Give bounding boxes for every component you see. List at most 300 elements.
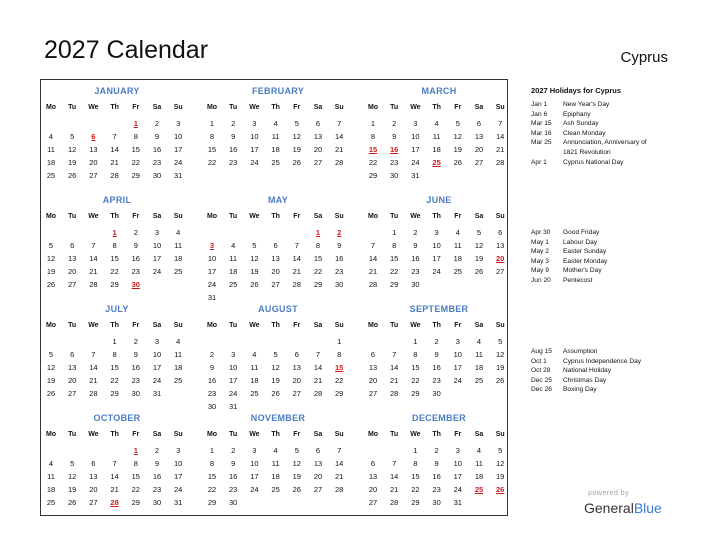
calendar-day: 2 (392, 119, 397, 128)
calendar-day: 9 (154, 459, 160, 468)
weekday-header: Mo (45, 104, 57, 111)
calendar-day: 6 (370, 459, 376, 468)
calendar-day: 14 (496, 132, 505, 141)
weekday-header: Sa (474, 431, 484, 438)
holiday-list-q3 (531, 347, 701, 395)
calendar-day: 26 (271, 389, 280, 398)
calendar-day: 26 (292, 485, 301, 494)
month-name: DECEMBER (412, 413, 466, 423)
calendar-day: 18 (229, 267, 238, 276)
calendar-day: 20 (271, 267, 280, 276)
calendar-day: 1 (392, 228, 397, 237)
calendar-day: 13 (89, 472, 98, 481)
calendar-day: 9 (392, 132, 397, 141)
calendar-day: 8 (337, 350, 342, 359)
calendar-day: 15 (390, 254, 399, 263)
calendar-day: 31 (411, 171, 420, 180)
weekday-header: Su (334, 322, 344, 329)
holiday-item (531, 257, 701, 267)
calendar-day: 16 (207, 376, 217, 385)
holiday-item-date: Mar 16 (531, 129, 552, 137)
powered-by-text: powered by (588, 490, 630, 497)
calendar-day: 27 (313, 158, 323, 167)
calendar-day: 22 (110, 267, 119, 276)
calendar-day: 21 (335, 472, 344, 481)
calendar-day: 17 (207, 267, 217, 276)
calendar-day: 18 (46, 485, 56, 494)
holiday-item-name: Assumption (563, 348, 598, 355)
calendar-day: 7 (498, 119, 503, 128)
calendar-day: 9 (413, 241, 418, 250)
calendar-day: 2 (133, 337, 138, 346)
calendar-day: 26 (46, 280, 56, 289)
weekday-header: We (249, 431, 260, 438)
calendar-day: 16 (335, 254, 344, 263)
calendar-day: 7 (392, 459, 397, 468)
calendar-day: 12 (250, 254, 259, 263)
calendar-day: 4 (273, 119, 278, 128)
calendar-day: 11 (271, 459, 280, 468)
calendar-day: 14 (335, 132, 344, 141)
calendar-day: 21 (496, 145, 505, 154)
calendar-day: 6 (294, 350, 299, 359)
calendar-day: 23 (229, 158, 238, 167)
holiday-item (531, 110, 701, 120)
weekday-header: Sa (474, 104, 484, 111)
holiday-item-name: Mother's Day (563, 267, 602, 275)
calendar-day: 13 (368, 363, 378, 372)
calendar-day: 17 (411, 145, 420, 154)
calendar-day: 31 (229, 402, 238, 411)
weekday-header: Su (334, 213, 344, 220)
calendar-day: 25 (271, 158, 280, 167)
calendar-day: 8 (133, 132, 138, 141)
calendar-day: 28 (313, 389, 323, 398)
calendar-day: 7 (294, 241, 299, 250)
calendar-day: 7 (91, 350, 96, 359)
weekday-header: Th (432, 213, 441, 220)
brand-logo[interactable] (584, 500, 662, 516)
calendar-day: 4 (48, 459, 54, 468)
weekday-header: Th (110, 104, 119, 111)
calendar-day: 4 (455, 228, 460, 237)
holiday-item (531, 129, 701, 139)
calendar-day: 24 (411, 158, 420, 167)
calendar-day: 27 (496, 267, 505, 276)
holiday-date: 1 (112, 228, 117, 237)
holiday-item-date: Mar 15 (531, 120, 552, 128)
holiday-item (531, 158, 701, 168)
weekday-header: Fr (293, 322, 301, 329)
calendar-day: 12 (496, 459, 505, 468)
calendar-day: 10 (152, 350, 162, 359)
calendar-day: 29 (110, 280, 119, 289)
weekday-header: Fr (132, 431, 140, 438)
weekday-header: Fr (293, 431, 301, 438)
calendar-day: 2 (133, 228, 138, 237)
calendar-day: 16 (131, 254, 140, 263)
calendar-day: 26 (496, 376, 505, 385)
weekday-header: We (88, 104, 99, 111)
holiday-item-date: Dec 26 (531, 386, 552, 394)
calendar-day: 14 (110, 145, 119, 154)
calendar-day: 14 (89, 254, 98, 263)
brand-general: General (584, 500, 634, 516)
weekday-header: Fr (454, 213, 462, 220)
calendar-day: 17 (250, 472, 259, 481)
calendar-day: 11 (47, 145, 55, 154)
holiday-list-q2 (531, 228, 701, 286)
calendar-day: 28 (390, 389, 399, 398)
calendar-day: 18 (250, 376, 259, 385)
calendar-day: 9 (133, 241, 138, 250)
calendar-day: 22 (207, 158, 217, 167)
calendar-day: 11 (453, 241, 462, 250)
holiday-item-name: Annunciation, Anniversary of (563, 139, 647, 147)
calendar-day: 8 (133, 459, 138, 468)
calendar-day: 6 (370, 350, 376, 359)
weekday-header: Mo (367, 431, 379, 438)
calendar-day: 2 (434, 337, 439, 346)
holiday-item-name: Easter Monday (563, 257, 608, 265)
weekday-header: Tu (390, 104, 399, 111)
weekday-header: Th (432, 431, 441, 438)
calendar-day: 23 (131, 376, 140, 385)
calendar-day: 8 (392, 241, 397, 250)
calendar-day: 19 (292, 145, 301, 154)
month-name: JULY (105, 304, 129, 314)
holiday-date: 6 (91, 132, 96, 141)
country-label: Cyprus (620, 49, 668, 66)
calendar-day: 30 (207, 402, 217, 411)
calendar-day: 6 (498, 228, 503, 237)
calendar-day: 19 (496, 363, 505, 372)
calendar-day: 22 (131, 485, 140, 494)
calendar-day: 8 (315, 241, 321, 250)
calendar-day: 11 (475, 459, 483, 468)
calendar-day: 31 (207, 293, 217, 302)
holiday-date: 1 (133, 119, 138, 128)
month-name: OCTOBER (93, 413, 141, 423)
calendar-day: 22 (368, 158, 378, 167)
calendar-day: 24 (229, 389, 238, 398)
holiday-item (531, 366, 701, 376)
calendar-day: 2 (413, 228, 418, 237)
calendar-day: 22 (131, 158, 140, 167)
calendar-day: 5 (48, 350, 54, 359)
calendar-day: 29 (207, 498, 217, 507)
calendar-day: 12 (292, 132, 301, 141)
holiday-item-date: Jan 1 (531, 101, 548, 108)
holiday-item (531, 276, 701, 286)
calendar-day: 29 (110, 389, 119, 398)
holiday-item (531, 247, 701, 257)
calendar-day: 19 (453, 145, 462, 154)
calendar-day: 6 (315, 119, 321, 128)
page-title: 2027 Calendar (44, 36, 209, 64)
calendar-day: 25 (250, 389, 259, 398)
weekday-header: Su (173, 431, 183, 438)
calendar-day: 10 (250, 132, 259, 141)
calendar-day: 15 (313, 254, 323, 263)
calendar-day: 16 (432, 363, 441, 372)
calendar-day: 28 (110, 171, 119, 180)
calendar-day: 12 (496, 350, 505, 359)
calendar-day: 16 (152, 472, 162, 481)
calendar-day: 6 (70, 241, 75, 250)
holiday-item-name: 1821 Revolution (563, 148, 611, 156)
weekday-header: Tu (68, 431, 77, 438)
calendar-day: 3 (455, 337, 460, 346)
calendar-day: 1 (209, 119, 215, 128)
calendar-day: 30 (432, 389, 441, 398)
calendar-day: 22 (207, 485, 217, 494)
holiday-date: 1 (315, 228, 321, 237)
calendar-day: 27 (68, 389, 77, 398)
holiday-date: 25 (432, 158, 441, 167)
calendar-day: 19 (250, 267, 259, 276)
calendar-day: 21 (89, 267, 98, 276)
weekday-header: Th (432, 104, 441, 111)
calendar-day: 13 (89, 145, 98, 154)
calendar-day: 14 (89, 363, 98, 372)
weekday-header: Su (495, 213, 505, 220)
calendar-day: 23 (207, 389, 217, 398)
weekday-header: Mo (45, 213, 57, 220)
calendar-day: 28 (89, 389, 98, 398)
weekday-header: Sa (313, 213, 323, 220)
calendar-day: 3 (413, 119, 418, 128)
weekday-header: Su (334, 431, 344, 438)
calendar-day: 2 (154, 119, 160, 128)
calendar-day: 29 (335, 389, 344, 398)
calendar-day: 25 (174, 267, 183, 276)
calendar-day: 5 (273, 350, 278, 359)
calendar-day: 31 (453, 498, 462, 507)
holiday-item (531, 238, 701, 248)
calendar-day: 3 (176, 119, 181, 128)
weekday-header: Sa (152, 322, 162, 329)
brand-blue: Blue (633, 500, 662, 516)
calendar-day: 19 (474, 254, 484, 263)
calendar-day: 23 (432, 376, 441, 385)
calendar-day: 12 (68, 145, 77, 154)
calendar-day: 25 (46, 171, 56, 180)
calendar-day: 1 (370, 119, 376, 128)
weekday-header: Th (110, 213, 119, 220)
calendar-day: 19 (68, 485, 77, 494)
holiday-item-name: Christmas Day (563, 376, 607, 384)
weekday-header: Sa (474, 213, 484, 220)
calendar-day: 22 (411, 485, 420, 494)
holiday-date: 26 (496, 485, 505, 494)
calendar-day: 2 (154, 446, 160, 455)
calendar-day: 28 (368, 280, 378, 289)
weekday-header: Su (173, 213, 183, 220)
calendar-day: 24 (174, 485, 183, 494)
weekday-header: Sa (152, 431, 162, 438)
calendar-day: 31 (152, 389, 162, 398)
calendar-day: 10 (152, 241, 162, 250)
calendar-day: 11 (271, 132, 280, 141)
weekday-header: Mo (367, 322, 379, 329)
holiday-item (531, 347, 701, 357)
calendar-day: 12 (271, 363, 280, 372)
month-name: APRIL (102, 195, 132, 205)
calendar-day: 19 (496, 472, 505, 481)
calendar-day: 20 (313, 145, 323, 154)
weekday-header: We (88, 322, 99, 329)
calendar-day: 18 (474, 363, 484, 372)
weekday-header: Mo (45, 322, 57, 329)
weekday-header: Fr (132, 104, 140, 111)
calendar-day: 9 (434, 350, 439, 359)
calendar-day: 18 (432, 145, 441, 154)
calendar-day: 26 (292, 158, 301, 167)
calendar-day: 18 (46, 158, 56, 167)
calendar-day: 24 (453, 485, 462, 494)
weekday-header: Mo (206, 431, 218, 438)
weekday-header: Mo (206, 104, 218, 111)
calendar-day: 20 (292, 376, 301, 385)
calendar-day: 12 (453, 132, 462, 141)
holiday-item-name: Ash Sunday (563, 120, 599, 128)
weekday-header: Mo (367, 213, 379, 220)
calendar-day: 7 (315, 350, 321, 359)
calendar-day: 19 (292, 472, 301, 481)
calendar-day: 20 (89, 485, 98, 494)
calendar-day: 22 (110, 376, 119, 385)
calendar-day: 26 (68, 171, 77, 180)
calendar-day: 24 (250, 485, 259, 494)
month-name: MAY (267, 195, 289, 205)
weekday-header: Tu (229, 213, 238, 220)
calendar-day: 10 (453, 350, 462, 359)
holiday-item-name: New Year's Day (563, 101, 610, 108)
calendar-day: 8 (112, 241, 117, 250)
calendar-day: 2 (434, 446, 439, 455)
calendar-day: 15 (207, 145, 217, 154)
holiday-item-name: Cyprus Independence Day (563, 357, 642, 365)
calendar-day: 11 (174, 350, 183, 359)
holiday-date: 16 (390, 145, 399, 154)
calendar-day: 21 (335, 145, 344, 154)
calendar-day: 13 (68, 254, 77, 263)
calendar-day: 12 (474, 241, 484, 250)
calendar-day: 10 (174, 132, 183, 141)
calendar-day: 18 (174, 254, 183, 263)
calendar-day: 22 (335, 376, 344, 385)
calendar-day: 20 (474, 145, 484, 154)
calendar-day: 7 (337, 119, 342, 128)
calendar-day: 23 (432, 485, 441, 494)
weekday-header: We (410, 431, 421, 438)
weekday-header: Su (334, 104, 344, 111)
holidays-title: 2027 Holidays for Cyprus (531, 86, 622, 95)
calendar-day: 30 (390, 171, 399, 180)
weekday-header: Su (495, 322, 505, 329)
calendar-day: 16 (432, 472, 441, 481)
calendar-day: 1 (337, 337, 342, 346)
holiday-item-date: May 9 (531, 267, 549, 275)
calendar-day: 24 (207, 280, 217, 289)
calendar-day: 10 (432, 241, 441, 250)
calendar-day: 29 (131, 171, 140, 180)
calendar-day: 12 (292, 459, 301, 468)
calendar-day: 29 (313, 280, 323, 289)
calendar-day: 18 (474, 472, 484, 481)
calendar-day: 17 (174, 145, 183, 154)
calendar-day: 21 (368, 267, 378, 276)
calendar-day: 26 (68, 498, 77, 507)
calendar-day: 11 (250, 363, 259, 372)
holiday-item-name: Pentecost (563, 276, 593, 284)
calendar-day: 25 (271, 485, 280, 494)
calendar-day: 27 (368, 498, 378, 507)
weekday-header: Fr (454, 104, 462, 111)
calendar-day: 7 (112, 459, 117, 468)
calendar-day: 17 (229, 376, 238, 385)
calendar-day: 4 (252, 350, 257, 359)
calendar-day: 20 (368, 485, 378, 494)
holiday-item-name: Epiphany (563, 110, 591, 118)
holiday-item-date: Jan 6 (531, 110, 548, 118)
holiday-item (531, 100, 701, 110)
holiday-item (531, 119, 701, 129)
weekday-header: Th (271, 431, 280, 438)
calendar-day: 7 (370, 241, 376, 250)
weekday-header: Fr (293, 213, 301, 220)
calendar-day: 24 (432, 267, 441, 276)
weekday-header: Sa (313, 104, 323, 111)
calendar-day: 14 (335, 459, 344, 468)
calendar-day: 9 (154, 132, 160, 141)
calendar-day: 31 (174, 498, 183, 507)
calendar-day: 17 (432, 254, 441, 263)
calendar-day: 7 (91, 241, 96, 250)
calendar-day: 25 (174, 376, 183, 385)
holiday-item (531, 228, 701, 238)
calendar-day: 11 (432, 132, 441, 141)
calendar-day: 30 (229, 498, 238, 507)
calendar-day: 27 (313, 485, 323, 494)
calendar-day: 19 (68, 158, 77, 167)
calendar-day: 29 (411, 498, 420, 507)
calendar-day: 5 (455, 119, 460, 128)
calendar-day: 10 (174, 459, 183, 468)
month-name: SEPTEMBER (409, 304, 469, 314)
calendar-day: 21 (110, 158, 119, 167)
calendar-day: 17 (453, 472, 462, 481)
weekday-header: Sa (313, 322, 323, 329)
holiday-item-date: Oct 28 (531, 367, 551, 375)
weekday-header: We (249, 213, 260, 220)
calendar-day: 6 (476, 119, 482, 128)
calendar-day: 17 (174, 472, 183, 481)
calendar-day: 9 (231, 132, 236, 141)
calendar-day: 7 (337, 446, 342, 455)
calendar-day: 10 (229, 363, 238, 372)
holiday-item-date: May 3 (531, 257, 549, 265)
weekday-header: We (410, 104, 421, 111)
calendar-day: 15 (411, 472, 420, 481)
calendar-day: 7 (392, 350, 397, 359)
calendar-day: 27 (474, 158, 484, 167)
calendar-day: 11 (475, 350, 483, 359)
weekday-header: Th (110, 431, 119, 438)
calendar-day: 20 (89, 158, 98, 167)
weekday-header: Mo (45, 431, 57, 438)
